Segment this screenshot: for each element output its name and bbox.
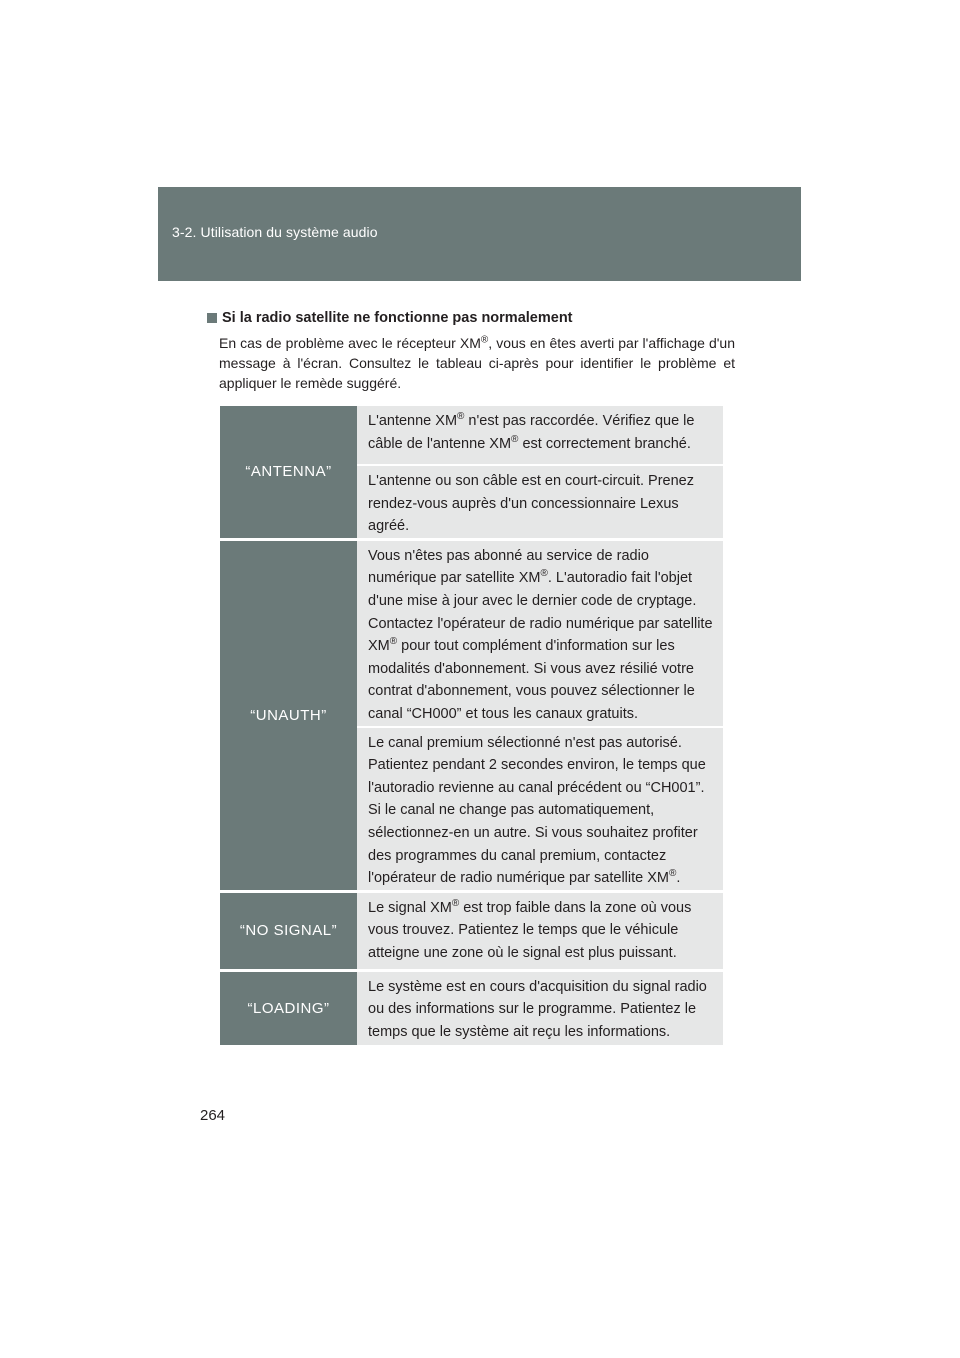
message-description: L'antenne ou son câble est en court-circuit. Prenez rendez-vous auprès d'un concessionnaire Lexus agréé. [357,465,723,539]
section-title: 3-2. Utilisation du système audio [172,224,378,240]
message-description: L'antenne XM® n'est pas raccordée. Vérifiez que le câble de l'antenne XM® est correctement branché. [357,406,723,465]
message-description: Le système est en cours d'acquisition du signal radio ou des informations sur le programme. Patientez le temps que le système ait reçu les informations. [357,970,723,1045]
intro-paragraph: En cas de problème avec le récepteur XM®, vous en êtes averti par l'affichage d'un message à l'écran. Consultez le tableau ci-après pour identifier le problème et appliquer le remède suggéré. [219,334,735,391]
message-description: Le signal XM® est trop faible dans la zone où vous vous trouvez. Patientez le temps que le véhicule atteigne une zone où le signal est plus puissant. [357,891,723,970]
message-label-unauth: “UNAUTH” [220,539,357,891]
message-description: Vous n'êtes pas abonné au service de radio numérique par satellite XM®. L'autoradio fait l'objet d'une mise à jour avec le dernier code de cryptage. Contactez l'opérateur de radio numérique par satellite XM® pour tout complément d'information sur les modalités d'abonnement. Si vous avez résilié votre contrat d'abonnement, vous pouvez sélectionner le canal “CH000” et tous les canaux gratuits. [357,539,723,726]
message-label-no-signal: “NO SIGNAL” [220,891,357,970]
section-heading-text: Si la radio satellite ne fonctionne pas normalement [222,310,573,326]
message-label-antenna: “ANTENNA” [220,406,357,539]
status-message-table [220,406,723,1045]
message-label-loading: “LOADING” [220,970,357,1045]
square-bullet-icon [207,313,217,323]
page-number: 264 [200,1107,226,1124]
message-description: Le canal premium sélectionné n'est pas autorisé. Patientez pendant 2 secondes environ, le temps que l'autoradio revienne au canal précédent ou “CH001”. Si le canal ne change pas automatiquement, sélectionnez-en un autre. Si vous souhaitez profiter des programmes du canal premium, contactez l'opérateur de radio numérique par satellite XM®. [357,727,723,892]
section-heading [207,310,573,326]
